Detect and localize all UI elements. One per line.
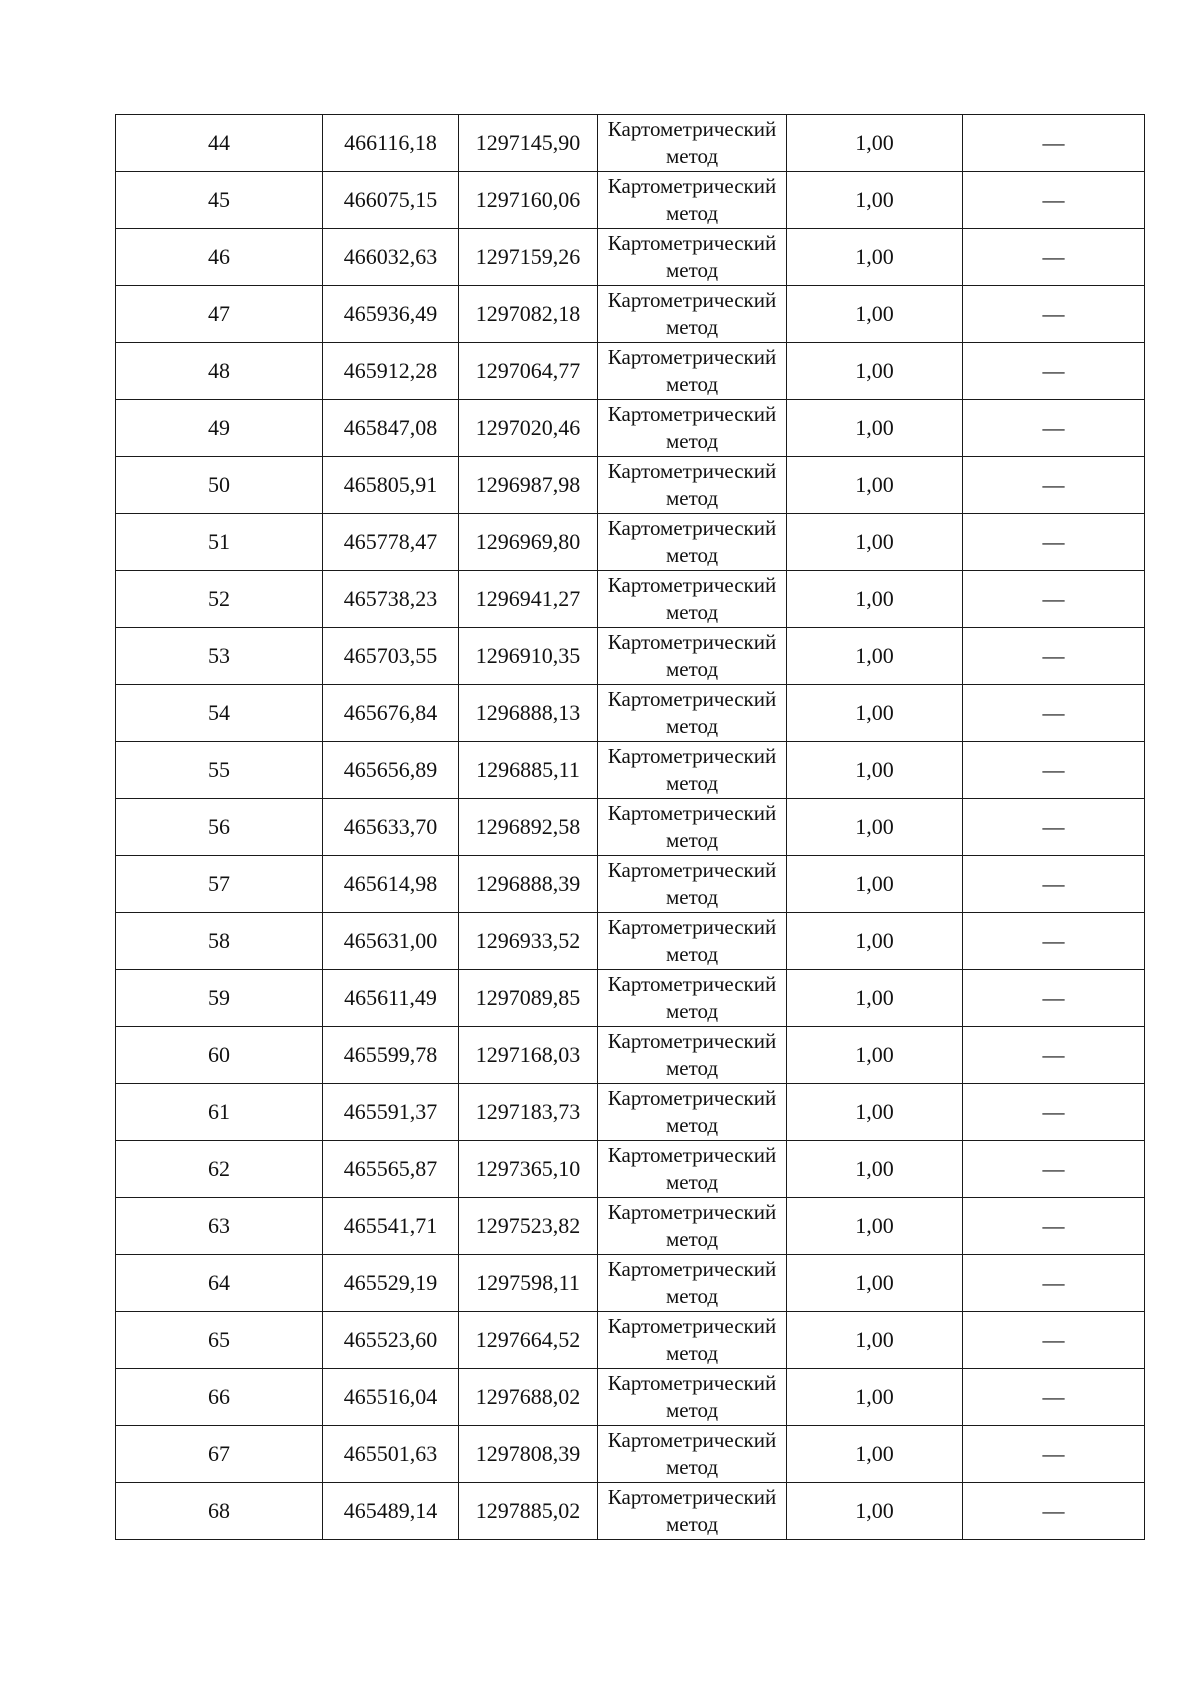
accuracy-cell: 1,00 xyxy=(787,571,963,628)
coordinate-y-cell: 1296892,58 xyxy=(459,799,598,856)
method-cell: Картометрический метод xyxy=(598,628,787,685)
method-cell: Картометрический метод xyxy=(598,172,787,229)
table-row xyxy=(116,115,1145,172)
coordinate-x-cell: 465912,28 xyxy=(323,343,459,400)
method-cell: Картометрический метод xyxy=(598,1369,787,1426)
accuracy-cell: 1,00 xyxy=(787,856,963,913)
coordinate-x-cell: 465703,55 xyxy=(323,628,459,685)
point-number-cell: 68 xyxy=(116,1483,323,1540)
point-number-cell: 60 xyxy=(116,1027,323,1084)
coordinate-x-cell: 466116,18 xyxy=(323,115,459,172)
coordinate-y-cell: 1296885,11 xyxy=(459,742,598,799)
point-number-cell: 51 xyxy=(116,514,323,571)
note-cell: — xyxy=(963,400,1145,457)
note-cell: — xyxy=(963,286,1145,343)
note-cell: — xyxy=(963,1141,1145,1198)
table-row xyxy=(116,1084,1145,1141)
method-cell: Картометрический метод xyxy=(598,1027,787,1084)
point-number-cell: 53 xyxy=(116,628,323,685)
coordinate-x-cell: 465847,08 xyxy=(323,400,459,457)
method-cell: Картометрический метод xyxy=(598,457,787,514)
coordinate-y-cell: 1296969,80 xyxy=(459,514,598,571)
accuracy-cell: 1,00 xyxy=(787,970,963,1027)
coordinate-y-cell: 1297664,52 xyxy=(459,1312,598,1369)
table-row xyxy=(116,913,1145,970)
coordinate-x-cell: 465501,63 xyxy=(323,1426,459,1483)
coordinate-y-cell: 1296888,13 xyxy=(459,685,598,742)
note-cell: — xyxy=(963,799,1145,856)
note-cell: — xyxy=(963,1426,1145,1483)
coordinate-y-cell: 1297183,73 xyxy=(459,1084,598,1141)
point-number-cell: 59 xyxy=(116,970,323,1027)
accuracy-cell: 1,00 xyxy=(787,1027,963,1084)
point-number-cell: 52 xyxy=(116,571,323,628)
accuracy-cell: 1,00 xyxy=(787,1426,963,1483)
note-cell: — xyxy=(963,1369,1145,1426)
coordinate-x-cell: 465541,71 xyxy=(323,1198,459,1255)
coordinate-y-cell: 1297064,77 xyxy=(459,343,598,400)
coordinate-y-cell: 1296888,39 xyxy=(459,856,598,913)
note-cell: — xyxy=(963,343,1145,400)
method-cell: Картометрический метод xyxy=(598,1426,787,1483)
coordinate-x-cell: 465565,87 xyxy=(323,1141,459,1198)
accuracy-cell: 1,00 xyxy=(787,1255,963,1312)
coordinate-y-cell: 1296987,98 xyxy=(459,457,598,514)
coordinate-y-cell: 1297145,90 xyxy=(459,115,598,172)
table-row xyxy=(116,742,1145,799)
table-row xyxy=(116,571,1145,628)
coordinate-x-cell: 465489,14 xyxy=(323,1483,459,1540)
method-cell: Картометрический метод xyxy=(598,1198,787,1255)
table-row xyxy=(116,1312,1145,1369)
note-cell: — xyxy=(963,1312,1145,1369)
table-row xyxy=(116,799,1145,856)
table-row xyxy=(116,1141,1145,1198)
coordinate-x-cell: 465778,47 xyxy=(323,514,459,571)
point-number-cell: 65 xyxy=(116,1312,323,1369)
table-row xyxy=(116,229,1145,286)
table-row xyxy=(116,1426,1145,1483)
coordinate-x-cell: 465529,19 xyxy=(323,1255,459,1312)
note-cell: — xyxy=(963,172,1145,229)
coordinate-y-cell: 1297082,18 xyxy=(459,286,598,343)
coordinate-y-cell: 1297885,02 xyxy=(459,1483,598,1540)
coordinate-y-cell: 1297688,02 xyxy=(459,1369,598,1426)
method-cell: Картометрический метод xyxy=(598,799,787,856)
coordinate-x-cell: 465738,23 xyxy=(323,571,459,628)
note-cell: — xyxy=(963,913,1145,970)
accuracy-cell: 1,00 xyxy=(787,172,963,229)
coordinate-y-cell: 1296910,35 xyxy=(459,628,598,685)
coordinate-y-cell: 1297160,06 xyxy=(459,172,598,229)
table-row xyxy=(116,457,1145,514)
note-cell: — xyxy=(963,970,1145,1027)
accuracy-cell: 1,00 xyxy=(787,1198,963,1255)
table-row xyxy=(116,856,1145,913)
note-cell: — xyxy=(963,457,1145,514)
method-cell: Картометрический метод xyxy=(598,856,787,913)
accuracy-cell: 1,00 xyxy=(787,343,963,400)
coordinate-x-cell: 466075,15 xyxy=(323,172,459,229)
method-cell: Картометрический метод xyxy=(598,1141,787,1198)
coordinate-y-cell: 1297523,82 xyxy=(459,1198,598,1255)
table-row xyxy=(116,970,1145,1027)
method-cell: Картометрический метод xyxy=(598,1483,787,1540)
table-row xyxy=(116,400,1145,457)
coordinate-y-cell: 1297020,46 xyxy=(459,400,598,457)
point-number-cell: 63 xyxy=(116,1198,323,1255)
table-row xyxy=(116,685,1145,742)
accuracy-cell: 1,00 xyxy=(787,457,963,514)
coordinate-y-cell: 1297808,39 xyxy=(459,1426,598,1483)
point-number-cell: 44 xyxy=(116,115,323,172)
coordinate-y-cell: 1297598,11 xyxy=(459,1255,598,1312)
note-cell: — xyxy=(963,685,1145,742)
point-number-cell: 49 xyxy=(116,400,323,457)
coordinate-x-cell: 465599,78 xyxy=(323,1027,459,1084)
accuracy-cell: 1,00 xyxy=(787,628,963,685)
point-number-cell: 55 xyxy=(116,742,323,799)
point-number-cell: 57 xyxy=(116,856,323,913)
method-cell: Картометрический метод xyxy=(598,514,787,571)
coordinate-x-cell: 465523,60 xyxy=(323,1312,459,1369)
coordinate-y-cell: 1297168,03 xyxy=(459,1027,598,1084)
method-cell: Картометрический метод xyxy=(598,1255,787,1312)
accuracy-cell: 1,00 xyxy=(787,742,963,799)
accuracy-cell: 1,00 xyxy=(787,400,963,457)
accuracy-cell: 1,00 xyxy=(787,799,963,856)
coordinate-x-cell: 465631,00 xyxy=(323,913,459,970)
accuracy-cell: 1,00 xyxy=(787,514,963,571)
accuracy-cell: 1,00 xyxy=(787,1084,963,1141)
coordinate-x-cell: 466032,63 xyxy=(323,229,459,286)
point-number-cell: 58 xyxy=(116,913,323,970)
coordinate-x-cell: 465805,91 xyxy=(323,457,459,514)
point-number-cell: 47 xyxy=(116,286,323,343)
point-number-cell: 54 xyxy=(116,685,323,742)
accuracy-cell: 1,00 xyxy=(787,229,963,286)
table-row xyxy=(116,1369,1145,1426)
coordinate-y-cell: 1296933,52 xyxy=(459,913,598,970)
method-cell: Картометрический метод xyxy=(598,286,787,343)
method-cell: Картометрический метод xyxy=(598,970,787,1027)
point-number-cell: 64 xyxy=(116,1255,323,1312)
table-row xyxy=(116,1255,1145,1312)
coordinate-x-cell: 465656,89 xyxy=(323,742,459,799)
table-row xyxy=(116,514,1145,571)
point-number-cell: 48 xyxy=(116,343,323,400)
note-cell: — xyxy=(963,229,1145,286)
point-number-cell: 66 xyxy=(116,1369,323,1426)
coordinate-x-cell: 465614,98 xyxy=(323,856,459,913)
note-cell: — xyxy=(963,856,1145,913)
note-cell: — xyxy=(963,1255,1145,1312)
coordinate-x-cell: 465516,04 xyxy=(323,1369,459,1426)
table-row xyxy=(116,1027,1145,1084)
point-number-cell: 62 xyxy=(116,1141,323,1198)
coordinates-table xyxy=(115,114,1145,1540)
table-row xyxy=(116,172,1145,229)
table-row xyxy=(116,628,1145,685)
accuracy-cell: 1,00 xyxy=(787,1369,963,1426)
method-cell: Картометрический метод xyxy=(598,1084,787,1141)
accuracy-cell: 1,00 xyxy=(787,913,963,970)
coordinate-x-cell: 465676,84 xyxy=(323,685,459,742)
note-cell: — xyxy=(963,514,1145,571)
accuracy-cell: 1,00 xyxy=(787,1141,963,1198)
note-cell: — xyxy=(963,571,1145,628)
note-cell: — xyxy=(963,115,1145,172)
note-cell: — xyxy=(963,1198,1145,1255)
note-cell: — xyxy=(963,1027,1145,1084)
table-row xyxy=(116,1198,1145,1255)
accuracy-cell: 1,00 xyxy=(787,1312,963,1369)
method-cell: Картометрический метод xyxy=(598,343,787,400)
coordinate-x-cell: 465611,49 xyxy=(323,970,459,1027)
coordinate-x-cell: 465591,37 xyxy=(323,1084,459,1141)
note-cell: — xyxy=(963,1084,1145,1141)
accuracy-cell: 1,00 xyxy=(787,1483,963,1540)
point-number-cell: 56 xyxy=(116,799,323,856)
coordinate-x-cell: 465936,49 xyxy=(323,286,459,343)
method-cell: Картометрический метод xyxy=(598,571,787,628)
accuracy-cell: 1,00 xyxy=(787,115,963,172)
table-row xyxy=(116,1483,1145,1540)
table-row xyxy=(116,286,1145,343)
point-number-cell: 46 xyxy=(116,229,323,286)
method-cell: Картометрический метод xyxy=(598,1312,787,1369)
coordinate-y-cell: 1297365,10 xyxy=(459,1141,598,1198)
accuracy-cell: 1,00 xyxy=(787,685,963,742)
coordinate-y-cell: 1297159,26 xyxy=(459,229,598,286)
accuracy-cell: 1,00 xyxy=(787,286,963,343)
coordinate-y-cell: 1297089,85 xyxy=(459,970,598,1027)
point-number-cell: 61 xyxy=(116,1084,323,1141)
method-cell: Картометрический метод xyxy=(598,685,787,742)
point-number-cell: 67 xyxy=(116,1426,323,1483)
method-cell: Картометрический метод xyxy=(598,742,787,799)
method-cell: Картометрический метод xyxy=(598,115,787,172)
method-cell: Картометрический метод xyxy=(598,229,787,286)
note-cell: — xyxy=(963,1483,1145,1540)
note-cell: — xyxy=(963,628,1145,685)
table-row xyxy=(116,343,1145,400)
method-cell: Картометрический метод xyxy=(598,913,787,970)
coordinate-y-cell: 1296941,27 xyxy=(459,571,598,628)
point-number-cell: 45 xyxy=(116,172,323,229)
coordinate-x-cell: 465633,70 xyxy=(323,799,459,856)
method-cell: Картометрический метод xyxy=(598,400,787,457)
note-cell: — xyxy=(963,742,1145,799)
point-number-cell: 50 xyxy=(116,457,323,514)
coordinates-table-body xyxy=(116,115,1145,1540)
